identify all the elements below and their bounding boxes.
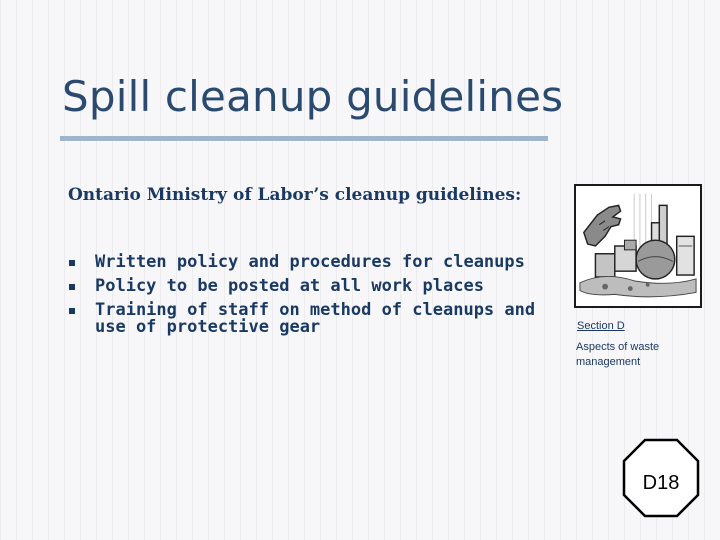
bullet-item: [68, 254, 548, 271]
page-code-badge: [622, 438, 700, 518]
square-bullet-icon: [69, 260, 75, 266]
bullet-list: [68, 254, 548, 343]
bullet-text: Written policy and procedures for cleanups: [95, 252, 525, 272]
lab-glassware-illustration: [574, 184, 702, 308]
square-bullet-icon: [69, 284, 75, 290]
slide-title: Spill cleanup guidelines: [62, 72, 564, 121]
lab-glassware-hand-icon: [576, 186, 700, 306]
bullet-text: Training of staff on method of cleanups and use of protective gear: [95, 300, 536, 337]
bullet-item: [68, 278, 548, 295]
title-underline: [60, 136, 548, 141]
section-description: Aspects of waste management: [576, 341, 660, 368]
bullet-item: [68, 302, 548, 336]
page-code: D18: [642, 472, 680, 494]
intro-text: Ontario Ministry of Labor’s cleanup guidelines:: [68, 185, 522, 205]
bullet-text: Policy to be posted at all work places: [95, 276, 484, 296]
square-bullet-icon: [69, 308, 75, 314]
section-label: Section D: [577, 320, 625, 332]
